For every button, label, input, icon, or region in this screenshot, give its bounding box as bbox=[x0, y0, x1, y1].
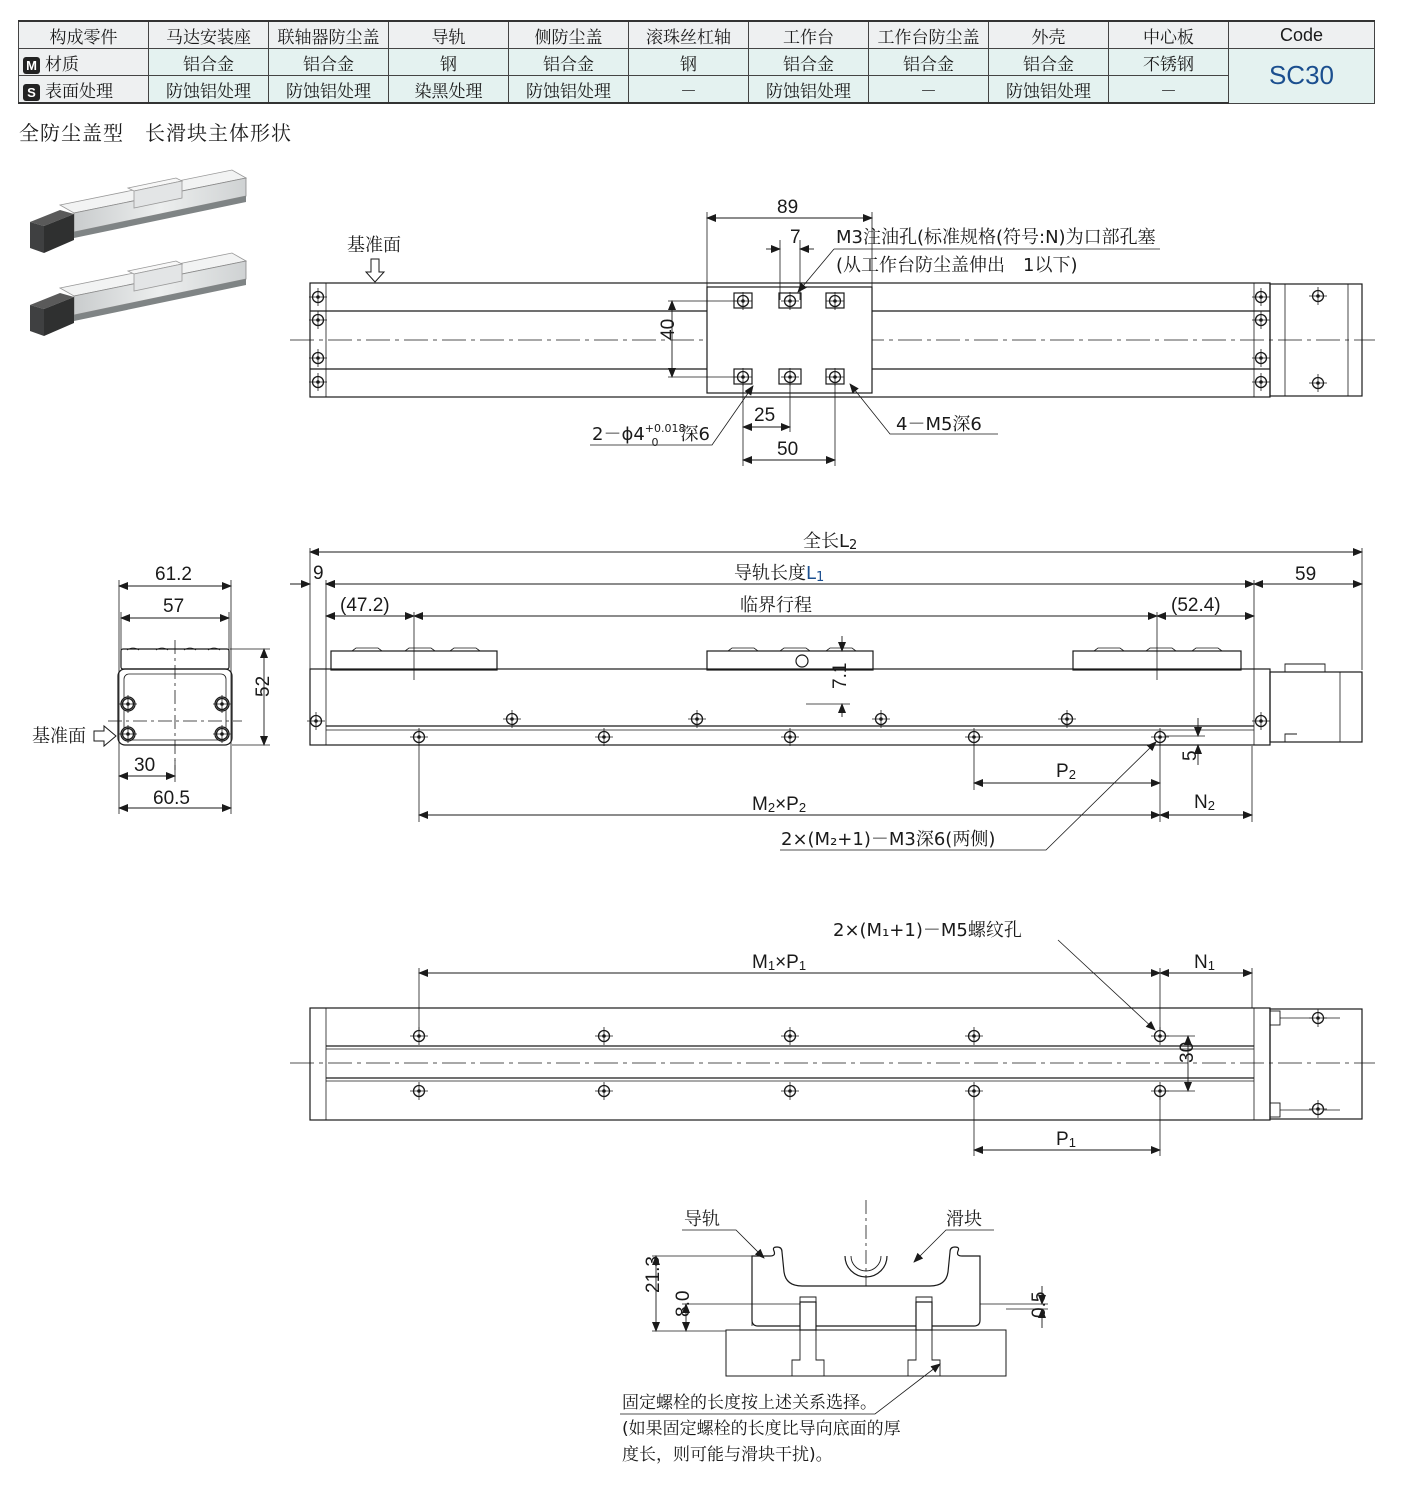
table-cell: 铝合金 bbox=[869, 49, 989, 76]
top-view bbox=[290, 212, 1375, 466]
rail-label: 导轨 bbox=[684, 1209, 720, 1230]
table-cell: 铝合金 bbox=[509, 49, 629, 76]
side-holes-note: 2×(M₂+1)－M3深6(两侧) bbox=[781, 829, 996, 850]
pin-hole-note: $2-\phi 4^{+0.018}$ 0 深6 bbox=[592, 422, 710, 449]
dim-60-5: 60.5 bbox=[153, 788, 190, 809]
table-cell: 铝合金 bbox=[269, 49, 389, 76]
dim-40: 40 bbox=[658, 318, 679, 340]
table-cell: － bbox=[869, 76, 989, 104]
table-header: 马达安装座 bbox=[149, 21, 269, 49]
bolt-note-line: 固定螺栓的长度按上述关系选择。 bbox=[622, 1393, 877, 1413]
section-title: 全防尘盖型 长滑块主体形状 bbox=[19, 121, 292, 145]
table-header: 构成零件 bbox=[19, 21, 149, 49]
dim-9: 9 bbox=[313, 563, 324, 584]
dim-89: 89 bbox=[777, 197, 799, 218]
dim-30: 30 bbox=[1177, 1041, 1198, 1063]
dim-5: 5 bbox=[1180, 750, 1201, 761]
table-header: 侧防尘盖 bbox=[509, 21, 629, 49]
dim-57: 57 bbox=[163, 596, 185, 617]
p1-label: P1 bbox=[1056, 1129, 1076, 1150]
bolt-note bbox=[622, 1390, 901, 1468]
table-cell: 铝合金 bbox=[989, 49, 1109, 76]
table-cell: 防蚀铝处理 bbox=[989, 76, 1109, 104]
datum-label: 基准面 bbox=[32, 726, 86, 747]
table-cell: 染黑处理 bbox=[389, 76, 509, 104]
table-header: 导轨 bbox=[389, 21, 509, 49]
datum-arrow-icon bbox=[366, 259, 384, 282]
bolt-note-line: 度长，则可能与滑块干扰)。 bbox=[622, 1445, 833, 1465]
table-cell: － bbox=[1109, 76, 1229, 104]
code-value: SC30 bbox=[1229, 49, 1375, 104]
m1p1-label: M1×P1 bbox=[752, 952, 807, 973]
code-header: Code bbox=[1229, 21, 1375, 49]
table-header: 工作台 bbox=[749, 21, 869, 49]
table-header: 滚珠丝杠轴 bbox=[629, 21, 749, 49]
n2-label: N2 bbox=[1194, 792, 1215, 813]
table-cell: － bbox=[629, 76, 749, 104]
table-cell: 钢 bbox=[389, 49, 509, 76]
n1-label: N1 bbox=[1194, 952, 1215, 973]
table-cell: 防蚀铝处理 bbox=[749, 76, 869, 104]
m2p2-label: M2×P2 bbox=[752, 794, 807, 815]
dim-50: 50 bbox=[777, 439, 799, 460]
datum-arrow-icon bbox=[94, 726, 116, 746]
bottom-holes-note: 2×(M₁+1)－M5螺纹孔 bbox=[833, 920, 1022, 941]
table-header: 中心板 bbox=[1109, 21, 1229, 49]
dim-7-1: 7.1 bbox=[830, 662, 851, 689]
row-label: 材质 bbox=[45, 54, 79, 75]
slider-label: 滑块 bbox=[946, 1209, 982, 1230]
rail-length-label: 导轨长度L1 bbox=[734, 563, 825, 585]
row-label: 表面处理 bbox=[45, 81, 113, 102]
end-view-labels bbox=[32, 564, 274, 809]
dim-47-2: (47.2) bbox=[340, 595, 390, 616]
dim-25: 25 bbox=[754, 405, 776, 426]
dim-59: 59 bbox=[1295, 564, 1317, 585]
dim-52-4: (52.4) bbox=[1171, 595, 1221, 616]
stroke-label: 临界行程 bbox=[740, 595, 812, 616]
side-view-holes bbox=[307, 710, 1270, 746]
oil-hole-note-1: M3注油孔(标准规格(符号:N)为口部孔塞 bbox=[836, 227, 1156, 248]
dim-0-5: 0.5 bbox=[1029, 1291, 1050, 1318]
dim-30: 30 bbox=[134, 755, 156, 776]
tapped-hole-note: 4－M5深6 bbox=[896, 414, 982, 435]
datum-label: 基准面 bbox=[347, 235, 401, 256]
dim-8-0: 8.0 bbox=[673, 1290, 694, 1317]
table-cell: 不锈钢 bbox=[1109, 49, 1229, 76]
dim-61-2: 61.2 bbox=[155, 564, 192, 585]
dim-21-3: 21.3 bbox=[643, 1256, 664, 1293]
table-header: 联轴器防尘盖 bbox=[269, 21, 389, 49]
table-cell: 钢 bbox=[629, 49, 749, 76]
bolt-note-line: (如果固定螺栓的长度比导向底面的厚 bbox=[622, 1419, 901, 1439]
table-cell: 铝合金 bbox=[749, 49, 869, 76]
product-photo-upper bbox=[30, 170, 246, 253]
table-cell: 防蚀铝处理 bbox=[509, 76, 629, 104]
surface-badge: S bbox=[23, 84, 40, 101]
total-length-label: 全长L2 bbox=[803, 531, 858, 553]
table-header: 工作台防尘盖 bbox=[869, 21, 989, 49]
table-cell: 铝合金 bbox=[149, 49, 269, 76]
table-cell: 防蚀铝处理 bbox=[149, 76, 269, 104]
product-photo-lower bbox=[30, 253, 246, 336]
bottom-view-labels bbox=[752, 920, 1215, 1150]
table-header: 外壳 bbox=[989, 21, 1109, 49]
product-photo bbox=[30, 170, 246, 336]
oil-hole-note-2: (从工作台防尘盖伸出 1以下) bbox=[836, 255, 1078, 276]
p2-label: P2 bbox=[1056, 761, 1076, 782]
dim-7: 7 bbox=[790, 227, 801, 248]
dim-52: 52 bbox=[253, 675, 274, 697]
table-cell: 防蚀铝处理 bbox=[269, 76, 389, 104]
material-badge: M bbox=[23, 57, 40, 74]
side-view-labels bbox=[313, 531, 1316, 850]
